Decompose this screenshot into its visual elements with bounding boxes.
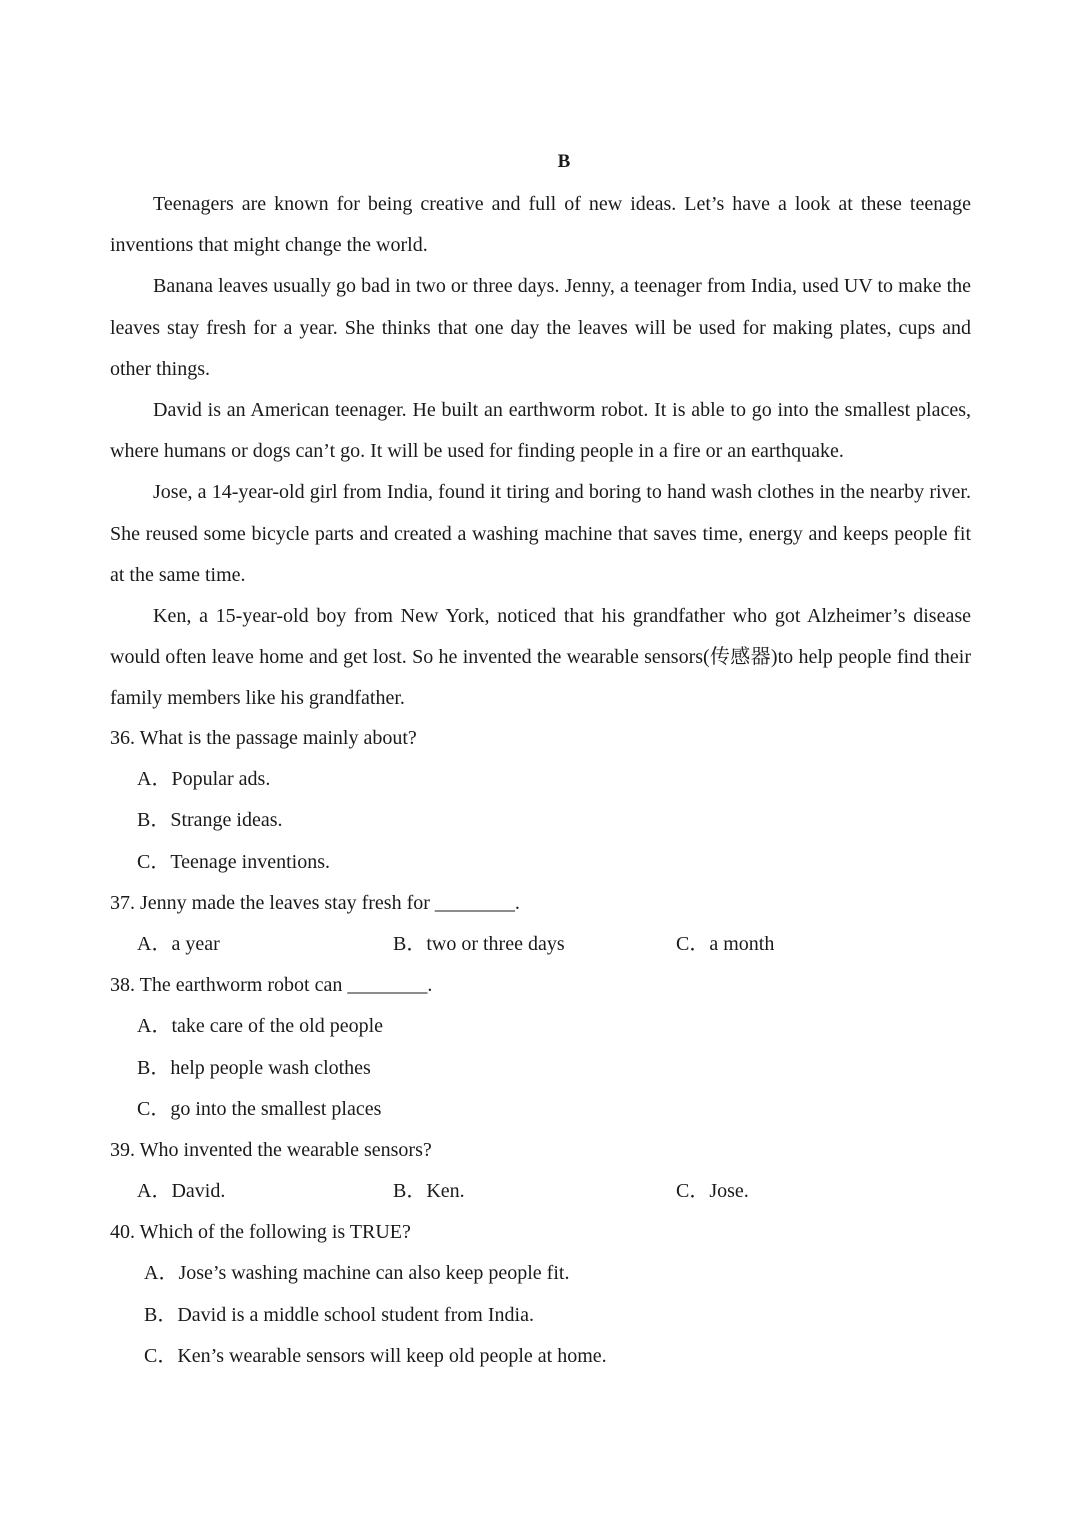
option-c: C．go into the smallest places	[137, 1097, 382, 1120]
question-39	[110, 1130, 971, 1212]
question-37	[110, 883, 971, 965]
option-a: A．Jose’s washing machine can also keep people fit.	[144, 1262, 570, 1285]
passage-paragraph: Jose, a 14-year-old girl from India, found it tiring and boring to hand wash clothes in the nearby river. She reused some bicycle parts and created a washing machine that saves time, energy and keeps people fit at the same time.	[110, 481, 971, 586]
question-36	[110, 718, 971, 883]
option-c: C．Jose.	[676, 1180, 749, 1203]
option-b: B．Strange ideas.	[137, 809, 283, 832]
question-40	[110, 1212, 971, 1377]
section-title: B	[557, 151, 571, 172]
option-c: C．Ken’s wearable sensors will keep old people at home.	[144, 1344, 607, 1367]
option-c: C．a month	[676, 932, 775, 955]
passage-paragraph: Teenagers are known for being creative and full of new ideas. Let’s have a look at these teenage inventions that might change the world.	[110, 193, 971, 257]
option-b: B．two or three days	[393, 932, 565, 955]
option-b: B．help people wash clothes	[137, 1056, 371, 1079]
option-a: A．Popular ads.	[137, 768, 271, 791]
option-b: B．Ken.	[393, 1180, 465, 1203]
option-b: B．David is a middle school student from India.	[144, 1303, 534, 1326]
question-stem: 37. Jenny made the leaves stay fresh for ________.	[110, 891, 520, 914]
question-stem: 38. The earthworm robot can ________.	[110, 974, 433, 997]
question-stem: 36. What is the passage mainly about?	[110, 727, 417, 749]
question-list	[110, 718, 971, 1377]
options-row	[110, 1171, 971, 1212]
question-stem: 39. Who invented the wearable sensors?	[110, 1138, 432, 1161]
question-stem: 40. Which of the following is TRUE?	[110, 1221, 411, 1244]
options-row	[110, 924, 971, 965]
passage-paragraph: Ken, a 15-year-old boy from New York, noticed that his grandfather who got Alzheimer’s disease would often leave home and get lost. So he invented the wearable sensors(传感器)to help people find their family members like his grandfather.	[110, 605, 971, 710]
passage-paragraph: David is an American teenager. He built an earthworm robot. It is able to go into the smallest places, where humans or dogs can’t go. It will be used for finding people in a fire or an earthquake.	[110, 399, 971, 463]
reading-passage	[110, 184, 971, 720]
passage-paragraph: Banana leaves usually go bad in two or three days. Jenny, a teenager from India, used UV to make the leaves stay fresh for a year. She thinks that one day the leaves will be used for making plates, cups and other things.	[110, 275, 971, 380]
option-c: C．Teenage inventions.	[137, 850, 330, 873]
option-a: A．David.	[137, 1180, 226, 1203]
question-38	[110, 965, 971, 1130]
option-a: A．a year	[137, 932, 220, 955]
option-a: A．take care of the old people	[137, 1015, 384, 1038]
